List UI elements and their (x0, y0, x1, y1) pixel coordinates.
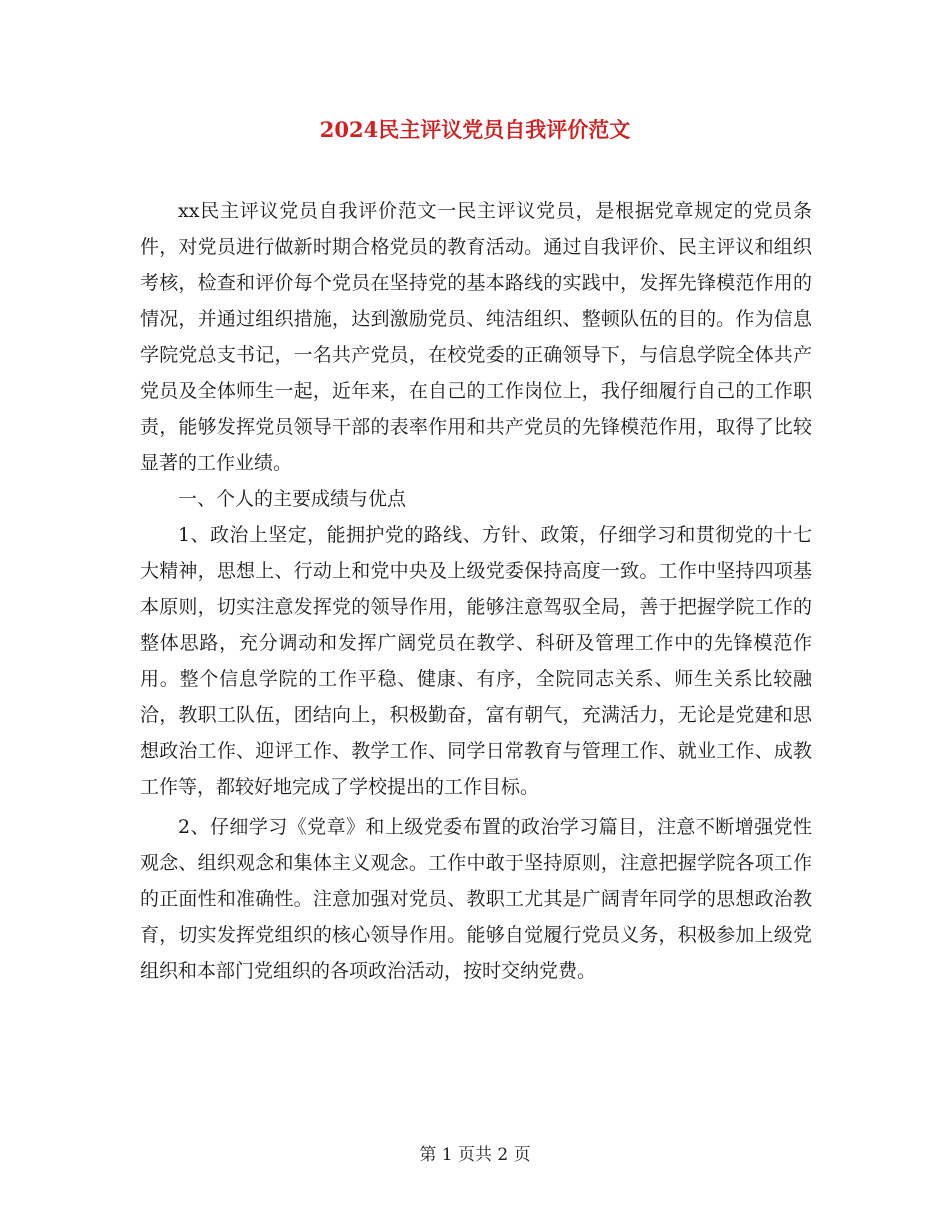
section-heading: 一、个人的主要成绩与优点 (178, 488, 407, 510)
document-body (140, 193, 812, 989)
paragraph-intro: xx民主评议党员自我评价范文一民主评议党员，是根据党章规定的党员条件，对党员进行做新时期合格党员的教育活动。通过自我评价、民主评议和组织考核，检查和评价每个党员在坚持党的基本路线的实践中，发挥先锋模范作用的情况，并通过组织措施，达到激励党员、纯洁组织、整顿队伍的目的。作为信息学院党总支书记，一名共产党员，在校党委的正确领导下，与信息学院全体共产党员及全体师生一起，近年来，在自己的工作岗位上，我仔细履行自己的工作职责，能够发挥党员领导干部的表率作用和共产党员的先锋模范作用，取得了比较显著的工作业绩。 (140, 200, 812, 474)
document-title: 2024民主评议党员自我评价范文 (319, 117, 631, 142)
page-footer: 第 1 页共 2 页 (419, 1145, 531, 1165)
paragraph-item-1: 1、政治上坚定，能拥护党的路线、方针、政策，仔细学习和贯彻党的十七大精神，思想上、行动上和党中央及上级党委保持高度一致。工作中坚持四项基本原则，切实注意发挥党的领导作用，能够注意驾驭全局，善于把握学院工作的整体思路，充分调动和发挥广阔党员在教学、科研及管理工作中的先锋模范作用。整个信息学院的工作平稳、健康、有序，全院同志关系、师生关系比较融洽，教职工队伍，团结向上，积极勤奋，富有朝气，充满活力，无论是党建和思想政治工作、迎评工作、教学工作、同学日常教育与管理工作、就业工作、成教工作等，都较好地完成了学校提出的工作目标。 (140, 524, 812, 798)
paragraph-item-2: 2、仔细学习《党章》和上级党委布置的政治学习篇目，注意不断增强党性观念、组织观念和集体主义观念。工作中敢于坚持原则，注意把握学院各项工作的正面性和准确性。注意加强对党员、教职工尤其是广阔青年同学的思想政治教育，切实发挥党组织的核心领导作用。能够自觉履行党员义务，积极参加上级党组织和本部门党组织的各项政治活动，按时交纳党费。 (140, 816, 812, 982)
